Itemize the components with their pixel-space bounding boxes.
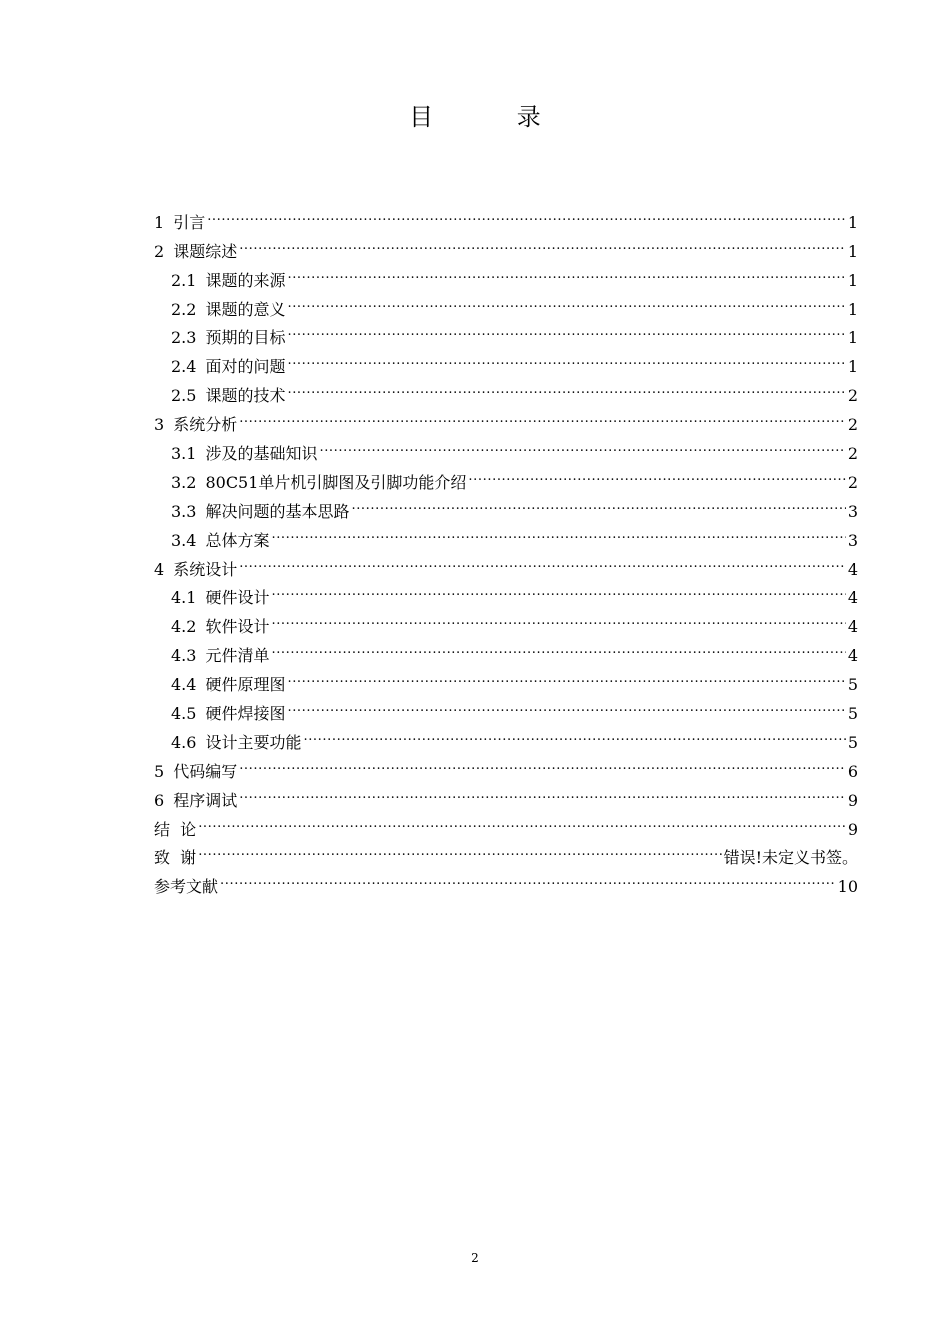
toc-dot-leader [287,372,845,401]
toc-entry-page: 2 [847,386,858,406]
toc-entry-label: 系统设计 [173,559,238,579]
toc-dot-leader [239,777,846,806]
toc-dot-leader [239,546,846,575]
toc-entry-page: 4 [847,646,858,666]
toc-dot-leader [239,401,846,430]
toc-entry-number: 1 [154,212,165,232]
table-of-contents [154,199,858,897]
toc-entry-page: 2 [847,472,858,492]
toc-entry-page: 错误!未定义书签。 [723,848,858,868]
toc-dot-leader [287,315,845,344]
toc-entry-label: 课题的技术 [205,386,286,406]
toc-dot-leader [287,690,845,719]
toc-dot-leader [207,199,846,228]
toc-entry-page: 3 [847,501,858,521]
toc-dot-leader [271,575,845,604]
toc-dot-leader [468,459,845,488]
toc-title: 目 录 [409,103,579,131]
toc-entry-page: 9 [847,819,858,839]
toc-entry-label: 硬件设计 [205,588,270,608]
toc-dot-leader [239,228,846,257]
toc-entry[interactable] [154,835,858,868]
toc-entry-page: 4 [847,617,858,637]
toc-entry-number: 3.4 [171,530,197,550]
toc-entry-page: 1 [847,212,858,232]
toc-entry-number: 4.3 [171,646,197,666]
toc-dot-leader [319,430,845,459]
toc-entry-label: 代码编写 [173,761,238,781]
toc-entry[interactable] [154,806,858,839]
toc-entry[interactable] [154,575,858,608]
toc-dot-leader [220,863,836,892]
toc-entry-label: 硬件焊接图 [205,704,286,724]
toc-entry[interactable] [154,546,858,579]
toc-entry-page: 4 [847,588,858,608]
toc-entry-number: 2.4 [171,357,197,377]
toc-entry-label: 致 谢 [154,848,197,868]
toc-entry-number: 4.5 [171,704,197,724]
toc-entry-page: 1 [847,241,858,261]
toc-entry-number: 2.3 [171,328,197,348]
toc-entry-page: 5 [847,732,858,752]
toc-entry[interactable] [154,430,858,464]
toc-entry-label: 课题的来源 [205,270,286,290]
toc-entry-label: 设计主要功能 [205,732,302,752]
toc-entry-page: 2 [847,415,858,435]
toc-entry[interactable] [154,401,858,435]
toc-dot-leader [271,632,845,661]
toc-entry-page: 10 [837,877,858,897]
toc-dot-leader [198,806,846,835]
toc-dot-leader [271,603,845,632]
toc-entry-number: 4.2 [171,617,197,637]
toc-entry-label: 系统分析 [173,415,238,435]
toc-entry-number: 4.1 [171,588,197,608]
toc-entry-page: 5 [847,675,858,695]
toc-entry[interactable] [154,257,858,290]
toc-dot-leader [287,661,845,690]
toc-entry-number: 2 [154,241,165,261]
toc-entry-number: 3.2 [171,472,197,492]
toc-entry-number: 3.3 [171,501,197,521]
toc-entry-number: 4 [154,559,165,579]
toc-entry-page: 9 [847,790,858,810]
toc-entry-label: 解决问题的基本思路 [205,501,350,521]
toc-entry[interactable] [154,863,858,897]
toc-dot-leader [271,517,845,546]
toc-entry-number: 2.1 [171,270,197,290]
toc-dot-leader [239,748,846,777]
toc-entry-label: 80C51单片机引脚图及引脚功能介绍 [205,472,467,492]
toc-entry[interactable] [154,199,858,232]
toc-entry-label: 涉及的基础知识 [205,444,318,464]
toc-entry[interactable] [154,777,858,810]
toc-dot-leader [287,343,845,372]
toc-entry-number: 3.1 [171,444,197,464]
toc-entry-number: 5 [154,761,165,781]
toc-dot-leader [351,488,845,517]
toc-entry-label: 引言 [173,212,206,232]
toc-entry-label: 程序调试 [173,790,238,810]
toc-entry-number: 6 [154,790,165,810]
toc-entry-label: 面对的问题 [205,357,286,377]
toc-entry-number: 2.2 [171,299,197,319]
toc-entry-page: 3 [847,530,858,550]
toc-entry-number: 3 [154,415,165,435]
toc-entry-label: 元件清单 [205,646,270,666]
toc-entry[interactable] [154,748,858,781]
toc-entry-label: 总体方案 [205,530,270,550]
toc-dot-leader [287,257,845,286]
toc-entry-label: 课题的意义 [205,299,286,319]
toc-entry-label: 参考文献 [154,877,219,897]
toc-entry-page: 4 [847,559,858,579]
toc-entry[interactable] [154,228,858,261]
toc-dot-leader [198,835,721,864]
toc-entry-number: 2.5 [171,386,197,406]
toc-entry-label: 硬件原理图 [205,675,286,695]
toc-entry-page: 1 [847,299,858,319]
toc-entry-page: 1 [847,328,858,348]
toc-entry-page: 1 [847,270,858,290]
toc-dot-leader [303,719,845,748]
toc-entry-page: 2 [847,444,858,464]
toc-entry-page: 6 [847,761,858,781]
toc-entry-label: 软件设计 [205,617,270,637]
toc-entry-page: 1 [847,357,858,377]
page-number: 2 [471,1251,479,1265]
toc-entry-label: 结 论 [154,819,197,839]
toc-entry-number: 4.6 [171,732,197,752]
toc-entry-label: 预期的目标 [205,328,286,348]
toc-dot-leader [287,286,845,315]
toc-entry-label: 课题综述 [173,241,238,261]
toc-entry-page: 5 [847,704,858,724]
toc-entry-number: 4.4 [171,675,197,695]
